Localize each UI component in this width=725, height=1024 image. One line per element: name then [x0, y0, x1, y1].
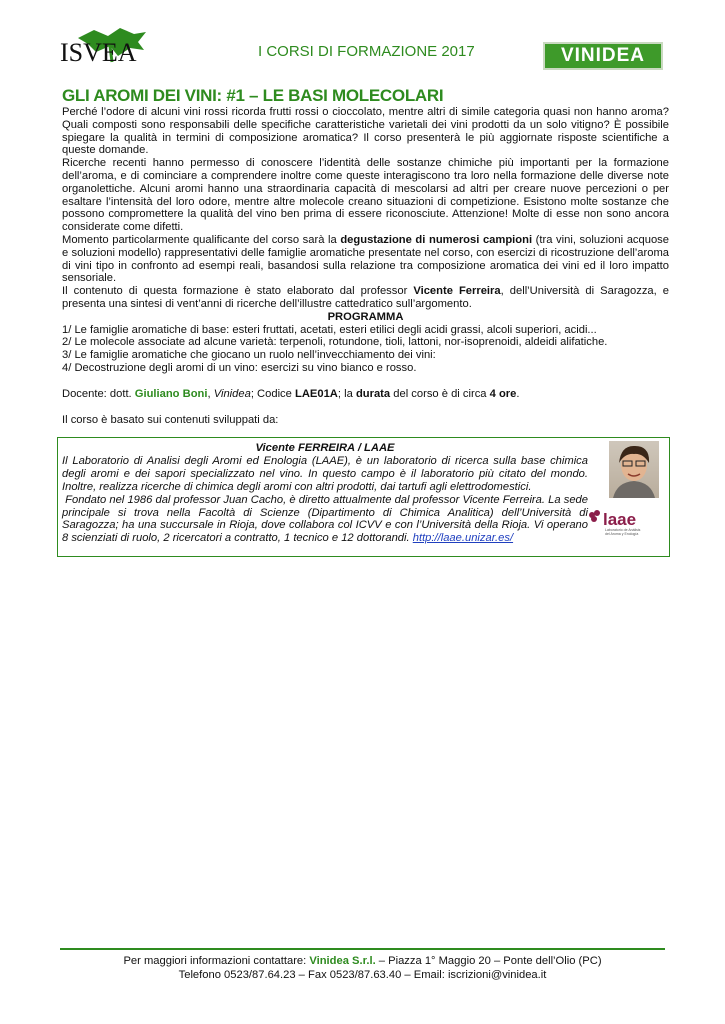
- isvea-logo-text: ISVEA: [60, 38, 137, 67]
- course-series-title: I CORSI DI FORMAZIONE 2017: [258, 43, 475, 60]
- paragraph-research: Ricerche recenti hanno permesso di conoscere l’identità delle sostanze chimiche più importanti per la formazione dell’aroma, e di cominciare a comprendere inoltre come queste interagiscono tra loro nella formazione delle diverse note organolettiche. Alcuni aromi hanno una straordinaria capacità di mescolarsi ad altri per creare nuove percezioni o per esaltare l’intensità del loro odore, mentre altre molecole creano situazioni di competizione. Esistono molte sostanze che possono compromettere la qualità del vino ben prima di essere riconosciute. Attenzione! Molte di esse non sono ancora considerate come difetti.: [62, 157, 669, 234]
- laae-website-link[interactable]: http://laae.unizar.es/: [412, 532, 514, 545]
- svg-text:laae: laae: [603, 510, 637, 529]
- paragraph-intro: Perché l’odore di alcuni vini rossi ricorda frutti rossi o cioccolato, mentre altri di simile categoria quasi non hanno aroma? Quali composti sono responsabili delle specifiche caratteristiche varietali dei vini prodotti da un solo vitigno? È possibile spiegare la qualità in termini di composizione aromatica? Il corso presenterà le più aggiornate risposte scientifiche a queste domande.: [62, 106, 669, 157]
- vinidea-logo: VINIDEA: [543, 42, 663, 70]
- docente-line: Docente: dott. Giuliano Boni, Vinidea; Codice LAE01A; la durata del corso è di circa 4 ore.: [62, 387, 520, 400]
- laae-logo: [586, 506, 656, 538]
- laae-box-heading: Vicente FERREIRA / LAAE: [255, 442, 395, 454]
- list-item: 4/ Decostruzione degli aromi di un vino: esercizi su vino bianco e rosso.: [62, 361, 417, 374]
- docente-org: Vinidea: [213, 387, 251, 400]
- author-name: Vicente Ferreira: [413, 285, 501, 298]
- svg-text:Laboratorio de Análisis: Laboratorio de Análisis: [605, 528, 641, 532]
- course-code: LAE01A: [294, 387, 338, 400]
- footer-line-2: Telefono 0523/87.64.23 – Fax 0523/87.63.40 – Email: iscrizioni@vinidea.it: [178, 969, 547, 981]
- laae-info-box: [57, 437, 670, 557]
- paragraph-author: Il contenuto di questa formazione è stato elaborato dal professor Vicente Ferreira, dell’Università di Saragozza, e presenta una sintesi di vent’anni di ricerche dell’illustre cattedratico sull’argomento.: [62, 285, 669, 310]
- footer: [60, 954, 665, 982]
- docente-name: Giuliano Boni: [134, 387, 208, 400]
- list-item: 1/ Le famiglie aromatiche di base: esteri fruttati, acetati, esteri etilici degli acidi grassi, alcoli superiori, acidi...: [62, 323, 597, 336]
- grape-icon: [586, 506, 656, 538]
- footer-company: Vinidea S.r.l.: [309, 955, 376, 967]
- list-item: 2/ Le molecole associate ad alcune varietà: terpenoli, rotundone, tioli, lattoni, nor-isoprenoidi, aldeidi alifatiche.: [62, 336, 608, 349]
- list-item: 3/ Le famiglie aromatiche che giocano un ruolo nell’invecchiamento dei vini:: [62, 349, 436, 362]
- svg-text:del Aroma y Enología: del Aroma y Enología: [605, 532, 639, 536]
- programma-heading: PROGRAMMA: [327, 310, 404, 323]
- ferreira-portrait: [609, 441, 659, 498]
- laae-paragraph-2: Fondato nel 1986 dal professor Juan Cacho, è diretto attualmente dal professor Vicente Ferreira. La sede principale si trova nella Facoltà di Scienze (Dipartimento di Chimica Analitica) dell’Università di Saragozza; ha una succursale in Rioja, dove collabora col ICVV e con l’Università della Rioja. Vi operano 8 scienziati di ruolo, 2 ricercatori a contratto, 1 tecnico e 12 dottorandi. http://laae.unizar.es/: [62, 493, 588, 545]
- laae-paragraph-1: Il Laboratorio di Analisi degli Aromi ed Enologia (LAAE), è un laboratorio di ricerca sulla base chimica degli aromi e dei sapori specializzato nel vino. In questo campo è il laboratorio più citato del mondo. Inoltre, realizza ricerche di chimica degli aromi con altri prodotti, dai tartufi agli elettrodomestici.: [62, 454, 588, 493]
- isvea-logo: [60, 26, 160, 70]
- page-title: GLI AROMI DEI VINI: #1 – LE BASI MOLECOLARI: [62, 86, 444, 105]
- portrait-image: [609, 441, 659, 498]
- tasting-highlight: degustazione di numerosi campioni: [340, 233, 533, 246]
- based-on-line: Il corso è basato sui contenuti sviluppati da:: [62, 413, 279, 426]
- laae-info-text: [62, 442, 588, 545]
- paragraph-tasting: Momento particolarmente qualificante del corso sarà la degustazione di numerosi campioni (tra vini, soluzioni acquose e soluzioni modello) rappresentativi delle famiglie aromatiche presentate nel corso, con esercizi di ricostruzione dell’aroma di vini tipo in confronto ad esempi reali, basandosi sulla relazione tra composizione aromatica dei vini ed il loro impatto sensoriale.: [62, 233, 669, 285]
- programma-list: [62, 324, 669, 375]
- course-description: [62, 106, 669, 426]
- footer-line-1: Per maggiori informazioni contattare: Vinidea S.r.l. – Piazza 1° Maggio 20 – Ponte dell’Olio (PC): [123, 955, 602, 967]
- course-duration: 4 ore: [489, 387, 517, 400]
- footer-divider: [60, 948, 665, 950]
